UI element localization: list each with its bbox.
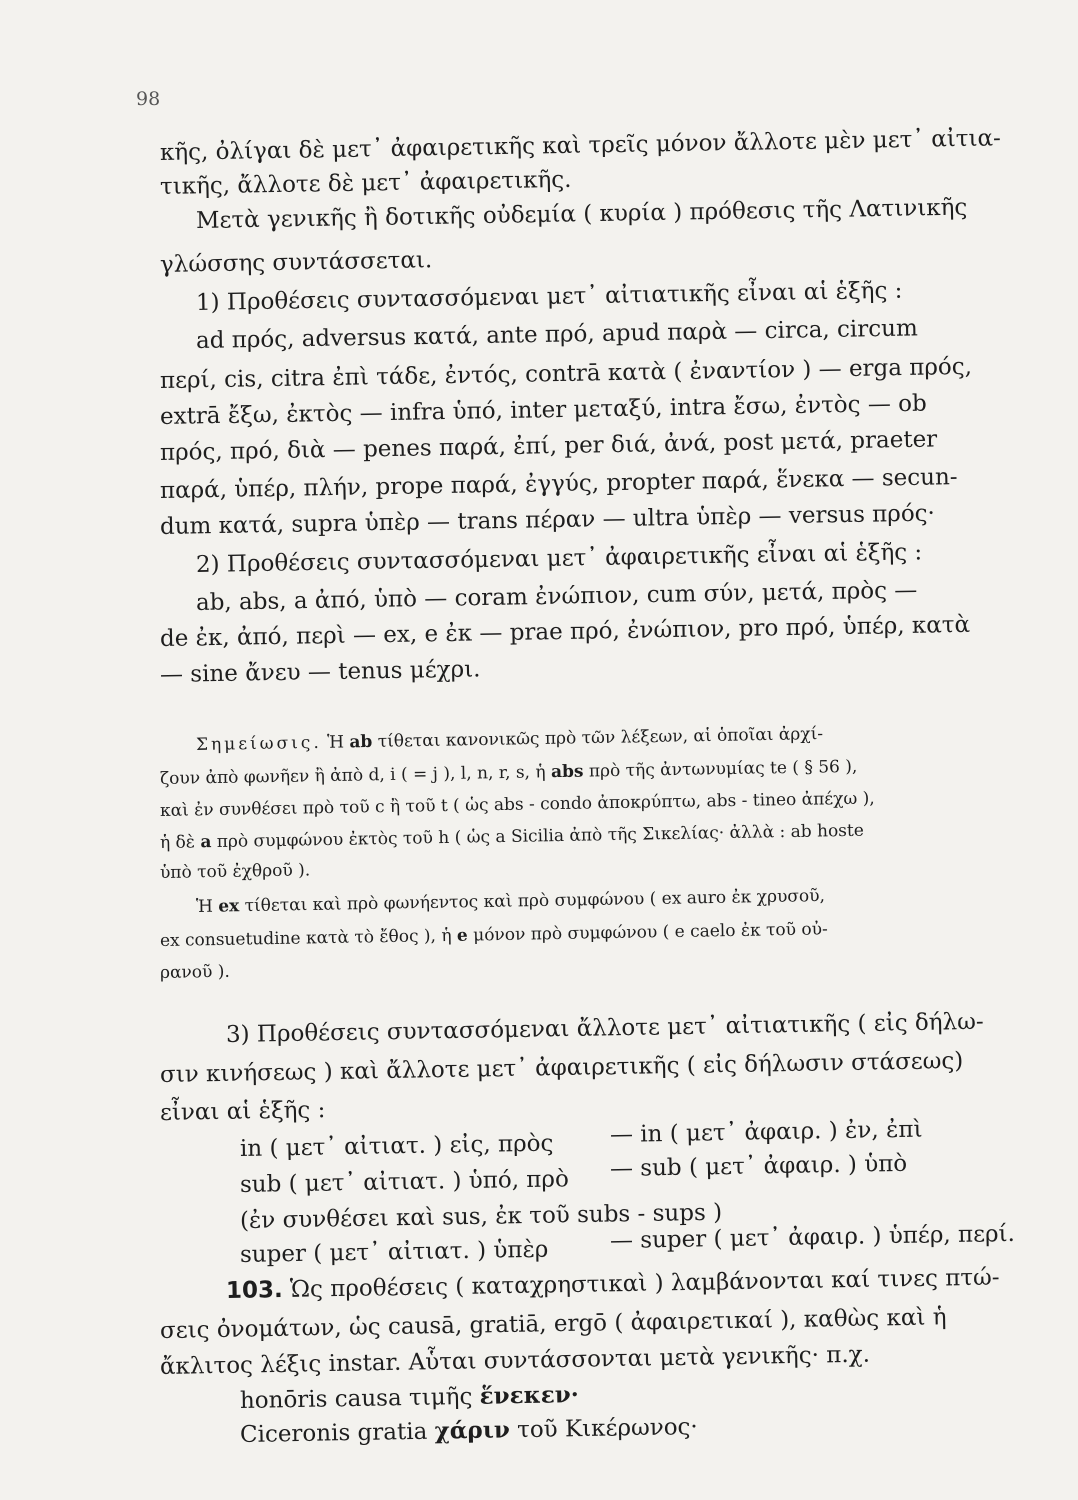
- text-line: — sine ἄνευ — tenus μέχρι.: [159, 656, 481, 688]
- text-line: 2) Προθέσεις συντασσόμεναι μετ᾽ ἀφαιρετικῆς εἶναι αἱ ἑξῆς :: [195, 539, 923, 578]
- section-103-line: 103. Ὡς προθέσεις ( καταχρηστικαὶ ) λαμβάνονται καί τινες πτώ-: [225, 1264, 1000, 1304]
- table-cell-left: in ( μετ᾽ αἰτιατ. ) εἰς, πρὸς: [239, 1130, 554, 1162]
- text-line: εἶναι αἱ ἑξῆς :: [159, 1097, 326, 1126]
- text-line: de ἐκ, ἀπό, περὶ — ex, e ἐκ — prae πρό, ἐνώπιον, pro πρό, ὑπέρ, κατὰ: [159, 611, 971, 652]
- term-a: a: [200, 832, 212, 853]
- table-cell-right: — super ( μετ᾽ ἀφαιρ. ) ὑπέρ, περί.: [609, 1220, 1016, 1254]
- text-line: ad πρός, adversus κατά, ante πρό, apud παρὰ — circa, circum: [195, 315, 918, 354]
- example-line: honōris causa τιμῆς ἕνεκεν·: [239, 1381, 579, 1414]
- example-line: Ciceronis gratia χάριν τοῦ Κικέρωνος·: [239, 1414, 698, 1448]
- term-ex: ex: [218, 896, 240, 917]
- table-row: [240, 1129, 554, 1164]
- text-line: 3) Προθέσεις συντασσόμεναι ἄλλοτε μετ᾽ αἰτιατικῆς ( εἰς δήλω-: [225, 1008, 984, 1048]
- section-number: 103.: [225, 1277, 283, 1304]
- note-line: καὶ ἐν συνθέσει πρὸ τοῦ c ἢ τοῦ t ( ὡς abs - condo ἀποκρύπτω, abs - tineo ἀπέχω ),: [159, 788, 875, 821]
- note-line: Ἡ ex τίθεται καὶ πρὸ φωνήεντος καὶ πρὸ συμφώνου ( ex auro ἐκ χρυσοῦ,: [195, 886, 826, 917]
- table-cell-right: — in ( μετ᾽ ἀφαιρ. ) ἐν, ἐπὶ: [609, 1116, 923, 1148]
- text-line: extrā ἔξω, ἐκτὸς — infra ὑπό, inter μεταξύ, intra ἔσω, ἐντὸς — ob: [159, 390, 927, 430]
- text-line: περί, cis, citra ἐπὶ τάδε, ἐντός, contrā κατὰ ( ἐναντίον ) — erga πρός,: [159, 353, 973, 394]
- text-line: ἄκλιτος λέξις instar. Αὗται συντάσσονται μετὰ γενικῆς· π.χ.: [159, 1341, 871, 1380]
- note-line: ὑπὸ τοῦ ἐχθροῦ ).: [159, 860, 311, 883]
- page-number: 98: [136, 88, 161, 110]
- term-e: e: [456, 925, 468, 946]
- note-label: Σημείωσις.: [195, 732, 322, 755]
- table-row: [240, 1164, 569, 1200]
- text-line: σεις ὀνομάτων, ὡς causā, gratiā, ergō ( ἀφαιρετικαί ), καθὼς καὶ ἡ: [159, 1304, 947, 1344]
- table-cell-left: sub ( μετ᾽ αἰτιατ. ) ὑπό, πρὸ: [239, 1166, 570, 1198]
- text-line: γλώσσης συντάσσεται.: [159, 247, 433, 278]
- table-cell-left: super ( μετ᾽ αἰτιατ. ) ὑπὲρ: [239, 1236, 549, 1268]
- note-line: ex consuetudine κατὰ τὸ ἔθος ), ἡ e μόνον πρὸ συμφώνου ( e caelo ἐκ τοῦ οὐ-: [159, 919, 828, 951]
- text-line: Μετὰ γενικῆς ἢ δοτικῆς οὐδεμία ( κυρία ) πρόθεσις τῆς Λατινικῆς: [195, 194, 968, 234]
- table-row: [240, 1235, 549, 1270]
- text-line: κῆς, ὀλίγαι δὲ μετ᾽ ἀφαιρετικῆς καὶ τρεῖς μόνον ἄλλοτε μὲν μετ᾽ αἰτια-: [159, 125, 1002, 166]
- note-line: ρανοῦ ).: [159, 961, 230, 983]
- text-line: πρός, πρό, διὰ — penes παρά, ἐπί, per διά, ἀνά, post μετά, praeter: [159, 426, 938, 466]
- table-cell-right: — sub ( μετ᾽ ἀφαιρ. ) ὑπὸ: [609, 1150, 908, 1182]
- text-line: dum κατά, supra ὑπὲρ — trans πέραν — ultra ὑπὲρ — versus πρός·: [159, 500, 936, 540]
- term-ab: ab: [349, 731, 373, 753]
- text-line: 1) Προθέσεις συντασσόμεναι μετ᾽ αἰτιατικῆς εἶναι αἱ ἑξῆς :: [195, 277, 903, 316]
- table-cell-left: (ἐν συνθέσει καὶ sus, ἐκ τοῦ subs - sups ): [239, 1199, 723, 1234]
- text-line: ab, abs, a ἀπό, ὑπὸ — coram ἐνώπιον, cum σύν, μετά, πρὸς —: [195, 577, 918, 616]
- term-abs: abs: [550, 761, 584, 783]
- text-line: τικῆς, ἄλλοτε δὲ μετ᾽ ἀφαιρετικῆς.: [159, 166, 572, 200]
- text-line: σιν κινήσεως ) καὶ ἄλλοτε μετ᾽ ἀφαιρετικῆς ( εἰς δήλωσιν στάσεως): [159, 1047, 964, 1088]
- text-line: παρά, ὑπέρ, πλήν, prope παρά, ἐγγύς, propter παρά, ἕνεκα — secun-: [159, 464, 958, 504]
- note-line: ζουν ἀπὸ φωνῆεν ἢ ἀπὸ d, i ( = j ), l, n, r, s, ἡ abs πρὸ τῆς ἀντωνυμίας te ( § 56 ),: [159, 756, 858, 789]
- note-line: Σημείωσις. Ἡ ab τίθεται κανονικῶς πρὸ τῶν λέξεων, αἱ ὁποῖαι ἀρχί-: [195, 724, 824, 755]
- note-line: ἡ δὲ a πρὸ συμφώνου ἐκτὸς τοῦ h ( ὡς a Sicilia ἀπὸ τῆς Σικελίας· ἀλλὰ : ab hoste: [159, 820, 865, 853]
